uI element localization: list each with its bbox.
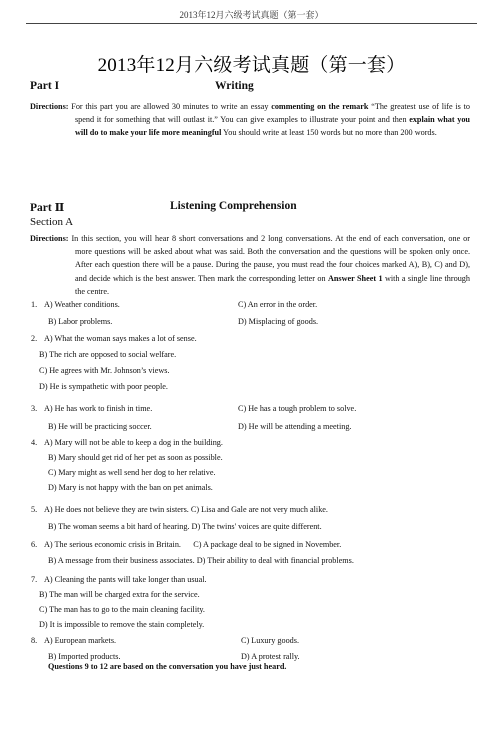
question-number: 1. — [31, 300, 38, 309]
option-line: A) He does not believe they are twin sisters. C) Lisa and Gale are not very much alike. — [44, 505, 328, 514]
question-7 — [31, 573, 481, 632]
question-number: 4. — [31, 438, 38, 447]
question-3 — [31, 402, 481, 434]
option-line: B) The woman seems a bit hard of hearing. D) The twins' voices are quite different. — [48, 522, 322, 531]
option-a: A) Weather conditions. — [44, 300, 120, 309]
option-d: D) Misplacing of goods. — [238, 317, 319, 326]
questions-note: Questions 9 to 12 are based on the conversation you have just heard. — [48, 662, 287, 671]
running-header: 2013年12月六级考试真题（第一套） — [179, 10, 324, 20]
header-rule — [26, 23, 477, 24]
directions-text: “The greatest use of life is to spend it for something that will outlast it.” You can give examples to illustrate your point and then — [75, 102, 470, 125]
part1-name: Writing — [215, 80, 254, 92]
option-a: A) European markets. — [44, 636, 117, 645]
option-c: C) Mary might as well send her dog to her relative. — [48, 468, 216, 477]
option-line: B) A message from their business associates. D) Their ability to deal with financial problems. — [48, 556, 354, 565]
option-b: B) He will be practicing soccer. — [48, 422, 152, 431]
part2-label: Part Ⅱ — [30, 202, 65, 214]
part2-name: Listening Comprehension — [170, 200, 297, 212]
question-5 — [31, 503, 481, 534]
question-number: 3. — [31, 404, 38, 413]
question-number: 7. — [31, 575, 38, 584]
option-b: B) Mary should get rid of her pet as soon as possible. — [48, 453, 223, 462]
option-d: D) He will be attending a meeting. — [238, 422, 352, 431]
option-line: A) The serious economic crisis in Britain. C) A package deal to be signed in November. — [44, 540, 342, 549]
option-d: D) Mary is not happy with the ban on pet animals. — [48, 483, 213, 492]
part2-directions — [30, 232, 470, 298]
directions-label: Directions: — [30, 102, 69, 111]
option-d: D) A protest rally. — [241, 652, 300, 661]
question-number: 6. — [31, 540, 38, 549]
question-number: 2. — [31, 334, 38, 343]
question-2 — [31, 332, 481, 394]
part1-directions — [30, 100, 470, 140]
question-number: 5. — [31, 505, 38, 514]
option-b: B) The rich are opposed to social welfare. — [39, 350, 177, 359]
option-c: C) He has a tough problem to solve. — [238, 404, 357, 413]
option-c: C) Luxury goods. — [241, 636, 299, 645]
directions-bold: commenting on the remark — [271, 102, 369, 111]
directions-label: Directions: — [30, 234, 69, 243]
option-a: A) Mary will not be able to keep a dog in the building. — [44, 438, 223, 447]
directions-text: with a single line through the centre. — [75, 273, 470, 296]
part1-label: Part I — [30, 80, 60, 92]
option-b: B) The man will be charged extra for the service. — [39, 590, 200, 599]
option-c: C) An error in the order. — [238, 300, 318, 309]
section-heading: Section A — [30, 216, 74, 228]
option-a: A) Cleaning the pants will take longer than usual. — [44, 575, 207, 584]
question-4 — [31, 436, 481, 495]
directions-bold: explain what you will do to make your life more meaningful — [75, 115, 470, 138]
directions-text: For this part you are allowed 30 minutes to write an essay — [68, 102, 272, 111]
option-b: B) Imported products. — [48, 652, 121, 661]
option-c: C) The man has to go to the main cleaning facility. — [39, 605, 205, 614]
option-d: D) He is sympathetic with poor people. — [39, 382, 168, 391]
option-b: B) Labor problems. — [48, 317, 113, 326]
option-c: C) He agrees with Mr. Johnson’s views. — [39, 366, 170, 375]
directions-text: In this section, you will hear 8 short conversations and 2 long conversations. At the end of each conversation, one or more questions will be asked about what was said. Both the conversation and the questions will be spoken only once. After each question there will be a pause. During the pause, you must read the four choices marked A), B), C) and D), and decide which is the best answer. Then mark the corresponding letter on — [68, 234, 470, 283]
question-6 — [31, 538, 481, 568]
page-title: 2013年12月六级考试真题（第一套） — [97, 55, 406, 76]
option-a: A) He has work to finish in time. — [44, 404, 153, 413]
directions-text: You should write at least 150 words but no more than 200 words. — [221, 128, 437, 138]
question-1 — [31, 298, 481, 329]
question-8 — [31, 634, 481, 664]
question-number: 8. — [31, 636, 38, 645]
directions-bold: Answer Sheet 1 — [327, 273, 383, 283]
option-d: D) It is impossible to remove the stain completely. — [39, 620, 205, 629]
option-a: A) What the woman says makes a lot of sense. — [44, 334, 197, 343]
